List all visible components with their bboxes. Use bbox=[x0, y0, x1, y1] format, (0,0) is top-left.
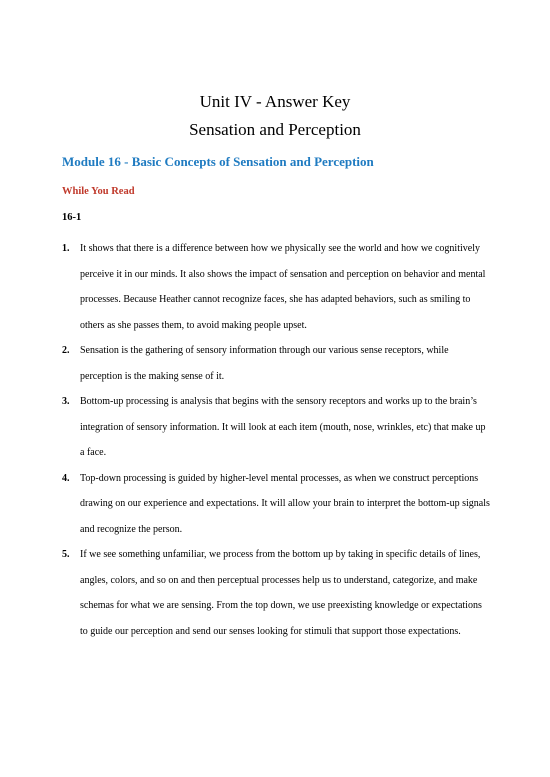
answer-text: If we see something unfamiliar, we process from the bottom up by taking in specific details of lines, angles, colors, and so on and then perceptual processes help us to understand, categorize, and make schemas for what we are sensing. From the top down, we use preexisting knowledge or expectations to guide our perception and send our senses looking for stimuli that support those expectations. bbox=[80, 549, 482, 637]
module-heading: Module 16 - Basic Concepts of Sensation and Perception bbox=[62, 154, 374, 169]
answer-number: 2. bbox=[62, 345, 70, 356]
answer-number: 5. bbox=[62, 549, 70, 560]
answer-item bbox=[62, 389, 492, 466]
answer-text: Sensation is the gathering of sensory information through our various sense receptors, while perception is the making sense of it. bbox=[80, 345, 449, 382]
answer-text: It shows that there is a difference between how we physically see the world and how we cognitively perceive it in our minds. It also shows the impact of sensation and perception on behavior and mental processes. Because Heather cannot recognize faces, she has adapted behaviors, such as smiling to others as she passes them, to avoid making people upset. bbox=[80, 243, 486, 331]
answer-item bbox=[62, 338, 492, 389]
subsection-id: 16-1 bbox=[62, 212, 82, 223]
answer-item bbox=[62, 236, 492, 338]
document-subtitle: Sensation and Perception bbox=[189, 120, 361, 139]
document-title: Unit IV - Answer Key bbox=[199, 92, 351, 111]
answer-item bbox=[62, 542, 492, 644]
answer-text: Top-down processing is guided by higher-level mental processes, as when we construct perceptions drawing on our experience and expectations. It will allow your brain to interpret the bottom-up signals and recognize the person. bbox=[80, 472, 490, 535]
section-heading: While You Read bbox=[62, 186, 135, 197]
answer-number: 1. bbox=[62, 243, 70, 254]
answer-item bbox=[62, 466, 492, 543]
answer-list bbox=[62, 236, 492, 644]
answer-text: Bottom-up processing is analysis that begins with the sensory receptors and works up to the brain’s integration of sensory information. It will look at each item (mouth, nose, wrinkles, etc) that make up a face. bbox=[80, 396, 486, 458]
answer-number: 4. bbox=[62, 472, 70, 484]
answer-number: 3. bbox=[62, 396, 70, 407]
